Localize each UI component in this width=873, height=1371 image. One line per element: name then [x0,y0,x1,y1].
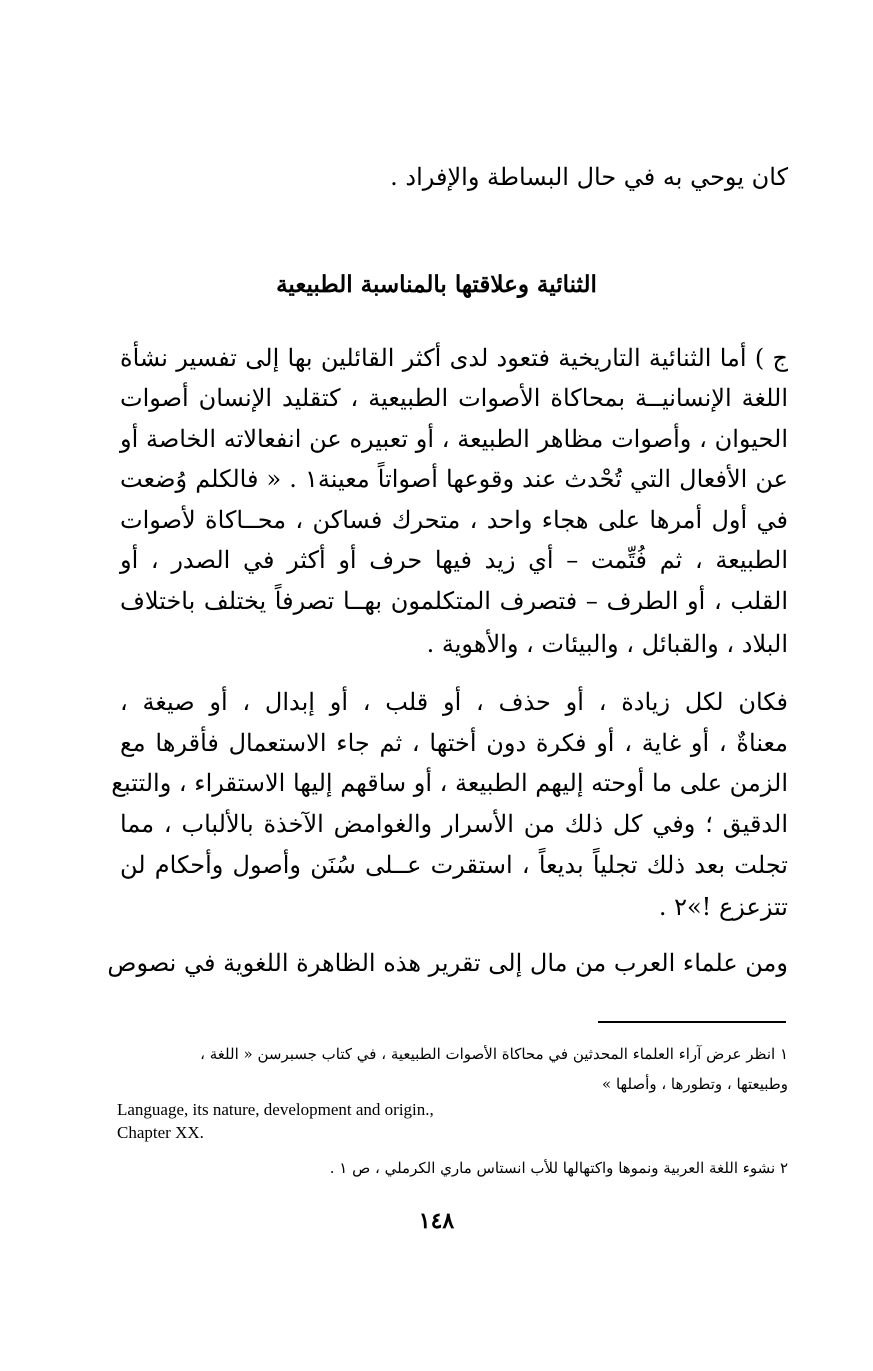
footnote-2: ٢ نشوء اللغة العربية ونموها واكتهالها للأب انستاس ماري الكرملي ، ص ١ . [329,1159,788,1177]
paragraph-line: اللغة الإنسانيــة بمحاكاة الأصوات الطبيعية ، كتقليد الإنسان أصوات [120,384,788,412]
footnote-1-line: ١ انظر عرض آراء العلماء المحدثين في محاكاة الأصوات الطبيعية ، في كتاب جسبرسن « اللغة ، [200,1045,788,1063]
section-heading: الثنائية وعلاقتها بالمناسبة الطبيعية [276,271,597,298]
paragraph-line: تتزعزع !»٢ . [658,893,788,921]
footnote-1-line: وطبيعتها ، وتطورها ، وأصلها » [602,1075,788,1093]
paragraph-line: البلاد ، والقبائل ، والبيئات ، والأهوية . [426,630,788,658]
paragraph-line: ج ) أما الثنائية التاريخية فتعود لدى أكثر القائلين بها إلى تفسير نشأة [120,344,788,372]
paragraph-line: تجلت بعد ذلك تجلياً بديعاً ، استقرت عــلى سُنَن وأصول وأحكام لن [120,851,788,879]
paragraph-line: فكان لكل زيادة ، أو حذف ، أو قلب ، أو إبدال ، أو صيغة ، [120,688,788,716]
paragraph-line: الدقيق ؛ وفي كل ذلك من الأسرار والغوامض الآخذة بالألباب ، مما [120,810,788,838]
footnote-1-english-title: Language, its nature, development and origin., [117,1100,434,1119]
paragraph-line: عن الأفعال التي تُحْدث عند وقوعها أصواتاً معينة١ . « فالكلم وُضعت [120,465,788,493]
paragraph-line: الزمن على ما أوحته إليهم الطبيعة ، أو ساقهم إليها الاستقراء ، والتتبع [111,769,788,797]
opening-line: كان يوحي به في حال البساطة والإفراد . [390,163,788,191]
paragraph-line: ومن علماء العرب من مال إلى تقرير هذه الظاهرة اللغوية في نصوص [107,949,788,977]
footnote-1-english-chapter: Chapter XX. [117,1123,204,1142]
paragraph-line: معناةٌ ، أو غاية ، أو فكرة دون أختها ، ثم جاء الاستعمال فأقرها مع [120,729,788,757]
paragraph-line: الحيوان ، وأصوات مظاهر الطبيعة ، أو تعبيره عن انفعالاته الخاصة أو [120,425,788,453]
paragraph-line: في أول أمرها على هجاء واحد ، متحرك فساكن ، محــاكاة لأصوات [120,506,788,534]
footnote-divider [598,1021,786,1023]
paragraph-line: القلب ، أو الطرف – فتصرف المتكلمون بهــا تصرفاً يختلف باختلاف [120,587,788,615]
page-number: ١٤٨ [418,1208,455,1234]
paragraph-line: الطبيعة ، ثم فُتِّمت – أي زيد فيها حرف أو أكثر في الصدر ، أو [120,546,788,574]
